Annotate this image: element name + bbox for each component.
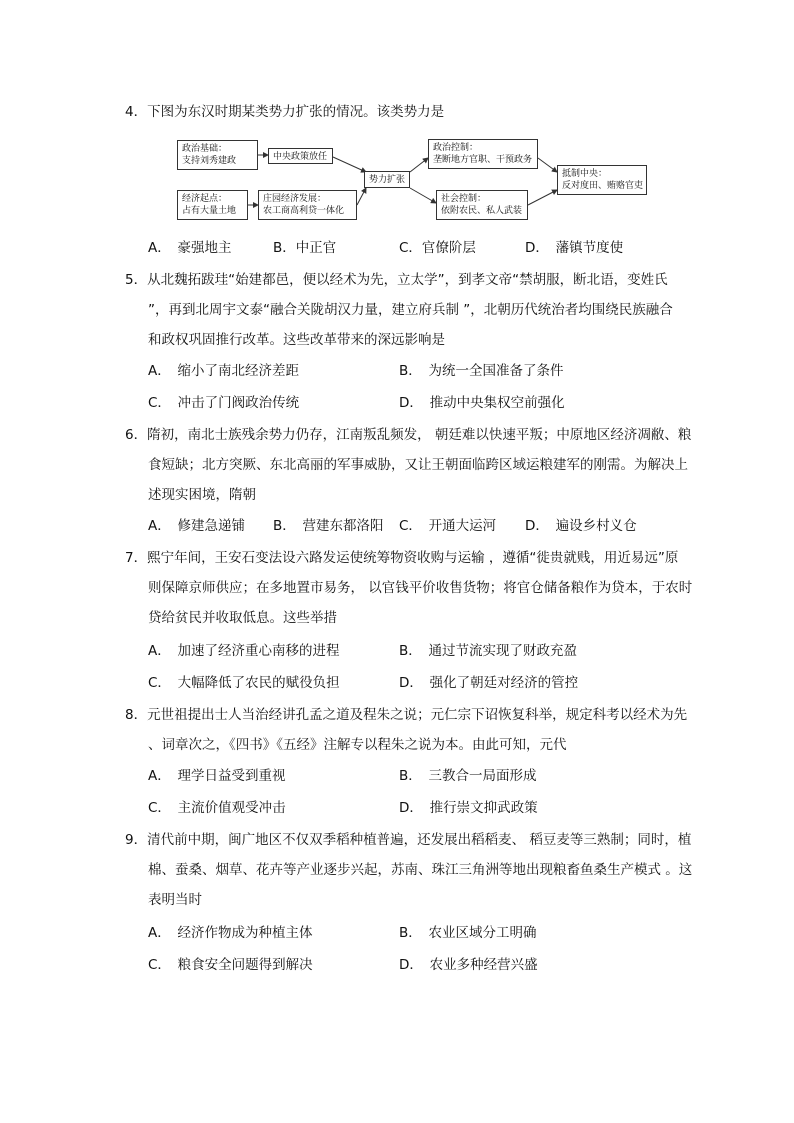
q9-line-2: 棉、蚕桑、烟草、花卉等产业逐步兴起，苏南、珠江三角洲等地出现粮畜鱼桑生产模式 。这 bbox=[148, 862, 693, 878]
q4-option-a[interactable]: A． 豪强地主 bbox=[148, 240, 232, 256]
diagram-arrows bbox=[0, 0, 794, 260]
q9-option-c[interactable]: C． 粮食安全问题得到解决 bbox=[148, 957, 313, 973]
box-central-policy bbox=[268, 148, 333, 164]
q5-line-1: 5．从北魏拓跋珪“始建都邑，便以经术为先，立太学”，到孝文帝“禁胡服，断北语，变姓氏 bbox=[125, 272, 668, 288]
box-manor-economy bbox=[258, 190, 357, 220]
q5-line-2: ”，再到北周宇文泰“融合关陇胡汉力量，建立府兵制 ”，北朝历代统治者均围绕民族融合 bbox=[148, 302, 673, 318]
q7-option-c[interactable]: C． 大幅降低了农民的赋役负担 bbox=[148, 675, 340, 691]
box-counter-central-title: 抵制中央： bbox=[562, 169, 608, 179]
arrow-manor-to-expansion bbox=[357, 188, 366, 205]
q8-option-d[interactable]: D． 推行崇文抑武政策 bbox=[399, 800, 538, 816]
arrow-expansion-to-social bbox=[410, 188, 436, 203]
q8-option-a[interactable]: A． 理学日益受到重视 bbox=[148, 768, 286, 784]
q9-line-3: 表明当时 bbox=[148, 892, 202, 908]
box-central-policy-text: 中央政策放任 bbox=[273, 152, 328, 162]
q4-option-c[interactable]: C．官僚阶层 bbox=[399, 240, 476, 256]
q7-option-b[interactable]: B． 通过节流实现了财政充盈 bbox=[399, 643, 578, 659]
box-political-control bbox=[428, 139, 538, 169]
box-economic-start-text: 占有大量土地 bbox=[182, 206, 237, 216]
box-manor-economy-title: 庄园经济发展： bbox=[263, 194, 327, 204]
q6-line-2: 食短缺；北方突厥、东北高丽的军事威胁，又让王朝面临跨区域运粮建军的刚需。为解决上 bbox=[148, 457, 688, 473]
q4-option-d[interactable]: D． 藩镇节度使 bbox=[525, 240, 624, 256]
q8-option-c[interactable]: C． 主流价值观受冲击 bbox=[148, 800, 286, 816]
box-social-control-title: 社会控制： bbox=[441, 194, 487, 204]
box-politics-base bbox=[177, 140, 258, 170]
q6-option-c[interactable]: C． 开通大运河 bbox=[399, 518, 497, 534]
q5-option-a[interactable]: A． 缩小了南北经济差距 bbox=[148, 363, 299, 379]
q9-option-b[interactable]: B． 农业区域分工明确 bbox=[399, 925, 537, 941]
q6-line-1: 6．隋初，南北士族残余势力仍存，江南叛乱频发， 朝廷难以快速平叛；中原地区经济凋敝、粮 bbox=[125, 427, 692, 443]
box-economic-start-title: 经济起点： bbox=[182, 194, 228, 204]
arrow-policy-to-expansion bbox=[333, 157, 366, 172]
arrow-expansion-to-political bbox=[410, 158, 428, 172]
q8-line-2: 、词章次之，《四书》《五经》注解专以程朱之说为本。由此可知，元代 bbox=[148, 737, 567, 753]
q5-option-b[interactable]: B． 为统一全国准备了条件 bbox=[399, 363, 564, 379]
box-expansion bbox=[364, 171, 410, 188]
q8-line-1: 8．元世祖提出士人当治经讲孔孟之道及程朱之说；元仁宗下诏恢复科举，规定科考以经术为先 bbox=[125, 707, 688, 723]
q9-line-1: 9．清代前中期，闽广地区不仅双季稻种植普遍，还发展出稻稻麦、 稻豆麦等三熟制；同时，植 bbox=[125, 832, 692, 848]
arrow-political-to-counter bbox=[538, 158, 557, 172]
box-social-control-text: 依附农民、私人武装 bbox=[441, 206, 523, 216]
q5-option-c[interactable]: C． 冲击了门阀政治传统 bbox=[148, 395, 300, 411]
q4-stem: 4．下图为东汉时期某类势力扩张的情况。该类势力是 bbox=[125, 104, 445, 120]
q5-option-d[interactable]: D． 推动中央集权空前强化 bbox=[399, 395, 565, 411]
box-political-control-title: 政治控制： bbox=[433, 143, 479, 153]
q7-option-d[interactable]: D． 强化了朝廷对经济的管控 bbox=[399, 675, 579, 691]
q7-line-3: 贷给贫民并收取低息。这些举措 bbox=[148, 610, 337, 626]
box-economic-start bbox=[177, 190, 248, 220]
q7-line-2: 则保障京师供应；在多地置市易务， 以官钱平价收售货物；将官仓储备粮作为贷本，于农时 bbox=[148, 580, 693, 596]
q7-line-1: 7．熙宁年间，王安石变法设六路发运使统筹物资收购与运输 ，遵循“徙贵就贱，用近易远”原 bbox=[125, 550, 679, 566]
q8-option-b[interactable]: B． 三教合一局面形成 bbox=[399, 768, 537, 784]
box-expansion-text: 势力扩张 bbox=[369, 175, 406, 185]
q6-option-b[interactable]: B． 营建东都洛阳 bbox=[273, 518, 384, 534]
box-political-control-text: 垄断地方官职、干预政务 bbox=[433, 155, 533, 165]
box-counter-central-text: 反对度田、贿赂官吏 bbox=[562, 181, 644, 191]
q6-line-3: 述现实困境，隋朝 bbox=[148, 487, 256, 503]
q4-option-b[interactable]: B．中正官 bbox=[273, 240, 337, 256]
box-counter-central bbox=[557, 165, 647, 195]
q9-option-d[interactable]: D． 农业多种经营兴盛 bbox=[399, 957, 538, 973]
q6-option-d[interactable]: D． 遍设乡村义仓 bbox=[525, 518, 637, 534]
box-social-control bbox=[436, 190, 528, 220]
q5-line-3: 和政权巩固推行改革。这些改革带来的深远影响是 bbox=[148, 332, 445, 348]
q7-option-a[interactable]: A． 加速了经济重心南移的进程 bbox=[148, 643, 340, 659]
arrow-social-to-counter bbox=[528, 190, 557, 205]
box-manor-economy-text: 农工商高利贷一体化 bbox=[263, 206, 345, 216]
q9-option-a[interactable]: A． 经济作物成为种植主体 bbox=[148, 925, 313, 941]
box-politics-base-text: 支持刘秀建政 bbox=[182, 156, 237, 166]
q6-option-a[interactable]: A． 修建急递铺 bbox=[148, 518, 245, 534]
box-politics-base-title: 政治基础： bbox=[182, 144, 228, 154]
